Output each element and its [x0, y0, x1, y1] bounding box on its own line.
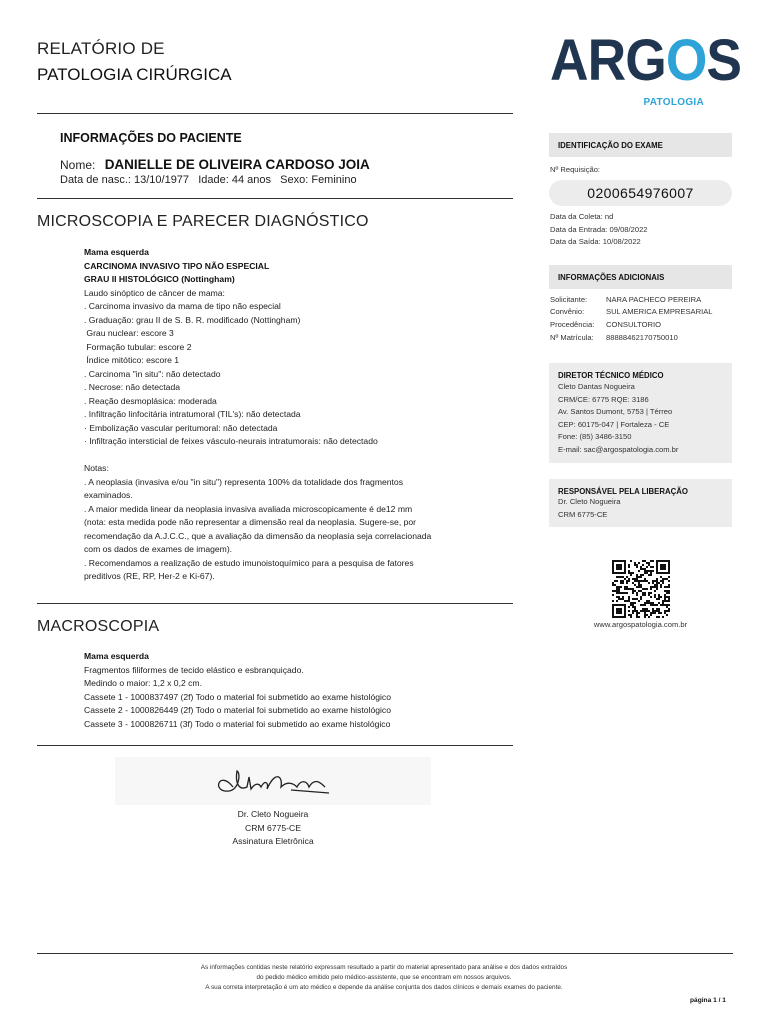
director-line: E-mail: sac@argospatologia.com.br: [558, 444, 679, 454]
footer-line: A sua correta interpretação é um ato médico e depende da análise conjunta dos dados clínicos e demais exames do paciente.: [205, 984, 563, 991]
handwritten-signature: [115, 757, 431, 805]
website-link[interactable]: www.argospatologia.com.br: [593, 620, 688, 629]
macro-bold-line: Mama esquerda: [84, 651, 149, 661]
note-line: recomendação da A.J.C.C., que a avaliação da dimensão da neoplasia seja correlacionada: [84, 530, 432, 541]
info-key: Solicitante:: [550, 295, 588, 304]
req-label: Nº Requisição:: [550, 165, 601, 174]
director-box: [549, 363, 732, 463]
micro-line: . Necrose: não detectada: [84, 382, 181, 392]
signer-crm: CRM 6775-CE: [245, 822, 301, 833]
micro-line: . Infiltração linfocitária intratumoral (TIL's): não detectada: [84, 409, 301, 419]
note-line: examinados.: [84, 490, 133, 500]
info-key: Nº Matrícula:: [550, 333, 594, 342]
logo-subtitle: PATOLOGIA: [643, 97, 704, 108]
notes-title: Notas:: [84, 463, 109, 473]
info-value: CONSULTORIO: [606, 320, 661, 329]
note-line: . Recomendamos a realização de estudo imunoistoquímico para a pesquisa de fatores: [84, 557, 414, 568]
info-key: Procedência:: [550, 320, 595, 329]
release-box: [549, 479, 732, 527]
signer-name: Dr. Cleto Nogueira: [237, 809, 309, 819]
patient-details: Data de nasc.: 13/10/1977 Idade: 44 anos Sexo: Feminino: [60, 174, 357, 186]
exam-dates: [550, 211, 648, 249]
note-line: (nota: esta medida pode não representar a dimensão real da neoplasia. Sugere-se, por: [84, 517, 417, 527]
info-value: 88888462170750010: [606, 333, 678, 342]
exam-id-title: IDENTIFICAÇÃO DO EXAME: [558, 141, 663, 150]
signature-block: [115, 808, 431, 849]
footer-disclaimer: [0, 963, 768, 993]
micro-bold-line: CARCINOMA INVASIVO TIPO NÃO ESPECIAL: [84, 260, 270, 271]
qr-code-icon: [612, 560, 670, 618]
patient-name-row: [60, 157, 370, 172]
additional-info-title: INFORMAÇÕES ADICIONAIS: [558, 273, 665, 282]
info-key: Convênio:: [550, 307, 585, 316]
header-divider: [37, 113, 513, 114]
patient-section-title: INFORMAÇÕES DO PACIENTE: [60, 131, 242, 145]
release-details: [558, 496, 620, 521]
microscopy-title: MICROSCOPIA E PARECER DIAGNÓSTICO: [37, 213, 369, 230]
exam-id-header: [549, 133, 732, 157]
report-title-line1: RELATÓRIO DE: [37, 39, 165, 58]
info-registration: [550, 333, 678, 342]
req-number-box: [549, 180, 732, 206]
patient-name-label: Nome:: [60, 158, 96, 172]
macro-line: Cassete 1 - 1000837497 (2f) Todo o material foi submetido ao exame histológico: [84, 691, 392, 702]
director-line: CEP: 60175-047 | Fortaleza - CE: [558, 419, 670, 429]
note-line: preditivos (RE, RP, Her-2 e Ki-67).: [84, 571, 215, 581]
director-details: [558, 381, 678, 456]
patient-name: DANIELLE DE OLIVEIRA CARDOSO JOIA: [104, 157, 370, 172]
micro-line: . Carcinoma "in situ": não detectado: [84, 368, 221, 379]
micro-bold-line: GRAU II HISTOLÓGICO (Nottingham): [84, 274, 235, 284]
note-line: com os dados de exames de imagem).: [84, 544, 233, 554]
note-line: . A neoplasia (invasiva e/ou "in situ") representa 100% da totalidade dos fragmentos: [84, 476, 404, 487]
macro-line: Fragmentos filiformes de tecido elástico e esbranquiçado.: [84, 664, 304, 675]
argos-logo: [550, 28, 742, 112]
info-value: SUL AMERICA EMPRESARIAL: [606, 307, 713, 316]
report-title-line2: PATOLOGIA CIRÚRGICA: [37, 65, 232, 84]
logo-wordmark: ARGOS: [550, 28, 742, 93]
director-line: Cleto Dantas Nogueira: [558, 382, 635, 391]
micro-line: . Reação desmoplásica: moderada: [84, 395, 217, 406]
info-insurance: [550, 307, 713, 316]
macro-line: Medindo o maior: 1,2 x 0,2 cm.: [84, 678, 202, 688]
patient-divider: [37, 198, 513, 199]
micro-line: Índice mitótico: escore 1: [84, 355, 180, 365]
micro-line: Grau nuclear: escore 3: [84, 328, 174, 338]
micro-line: · Embolização vascular peritumoral: não detectada: [84, 422, 278, 433]
info-value: NARA PACHECO PEREIRA: [606, 295, 702, 304]
macro-line: Cassete 3 - 1000826711 (3f) Todo o material foi submetido ao exame histológico: [84, 718, 391, 729]
director-title: DIRETOR TÉCNICO MÉDICO: [558, 371, 664, 380]
date-entry: Data da Entrada: 09/08/2022: [550, 224, 648, 234]
footer-line: do pedido médico emitido pelo médico-assistente, que se encontram em nossos arquivos.: [256, 974, 512, 981]
director-line: Av. Santos Dumont, 5753 | Térreo: [558, 407, 673, 416]
footer-line: As informações contidas neste relatório expressam resultado a partir do material apresentado para análise e dos dados extraídos: [200, 964, 568, 971]
additional-info-header: [549, 265, 732, 289]
macroscopy-body: [84, 650, 391, 731]
release-line: CRM 6775-CE: [558, 509, 608, 519]
macro-line: Cassete 2 - 1000826449 (2f) Todo o material foi submetido ao exame histológico: [84, 705, 392, 715]
note-line: . A maior medida linear da neoplasia invasiva avaliada microscopicamente é de12 mm: [84, 503, 413, 514]
date-exit: Data da Saída: 10/08/2022: [550, 237, 641, 246]
footer-divider: [37, 953, 733, 954]
microscopy-divider: [37, 603, 513, 604]
micro-line: Formação tubular: escore 2: [84, 341, 192, 352]
director-line: CRM/CE: 6775 RQE: 3186: [558, 394, 649, 404]
req-number: 0200654976007: [587, 185, 694, 201]
macroscopy-divider: [37, 745, 513, 746]
date-collection: Data da Coleta: nd: [550, 212, 614, 221]
release-title: RESPONSÁVEL PELA LIBERAÇÃO: [558, 487, 688, 496]
page-number: página 1 / 1: [690, 997, 726, 1004]
micro-line: . Carcinoma invasivo da mama de tipo não especial: [84, 301, 281, 311]
director-line: Fone: (85) 3486-3150: [558, 432, 632, 441]
micro-bold-line: Mama esquerda: [84, 247, 149, 257]
signature-label: Assinatura Eletrônica: [232, 836, 314, 846]
signature-area: [115, 757, 431, 805]
info-origin: [550, 320, 661, 329]
microscopy-body: [84, 246, 431, 584]
release-line: Dr. Cleto Nogueira: [558, 497, 621, 506]
info-requester: [550, 295, 701, 304]
micro-line: . Graduação: grau II de S. B. R. modificado (Nottingham): [84, 314, 301, 325]
macroscopy-title: MACROSCOPIA: [37, 618, 160, 635]
micro-line: Laudo sinóptico de câncer de mama:: [84, 287, 225, 298]
micro-line: · Infiltração intersticial de feixes vásculo-neurais intratumorais: não detectado: [84, 436, 378, 446]
